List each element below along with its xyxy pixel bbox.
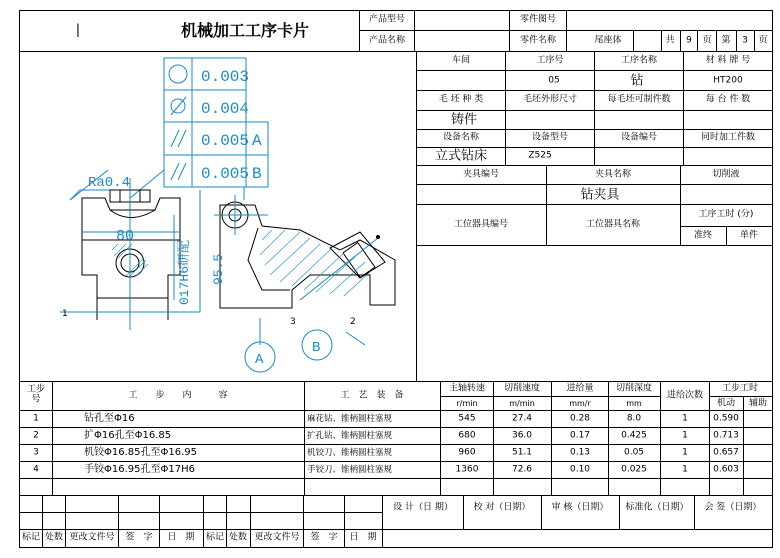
step-content: 机铰Φ16.85孔至Φ16.95 <box>84 447 197 458</box>
step-passes: 1 <box>682 430 688 441</box>
op-name-label: 工序名称 <box>620 55 658 66</box>
page-unit-2: 页 <box>758 35 768 46</box>
machine-time-header: 机动 <box>716 398 736 409</box>
step-time-header: 工步工时 <box>721 383 759 394</box>
op-name: 钻 <box>630 73 644 89</box>
step-cut-speed: 27.4 <box>511 413 533 424</box>
step-no: 2 <box>33 430 39 441</box>
total-label: 共 <box>665 35 675 46</box>
footer-count: 处数 <box>44 532 64 543</box>
footer-change-doc-2: 更改文件号 <box>254 532 300 543</box>
review-signoff: 审 核（日期） <box>551 502 609 513</box>
op-no-label: 工序号 <box>536 55 564 66</box>
page-unit: 页 <box>702 35 712 46</box>
unit-time-label: 单件 <box>739 230 759 241</box>
feed-header: 进给量 <box>566 383 594 394</box>
step-depth: 8.0 <box>626 413 642 424</box>
step-machine-time: 0.603 <box>713 464 739 475</box>
step-machine-time: 0.713 <box>713 430 739 441</box>
datum-a-label: A <box>255 352 264 368</box>
step-speed: 545 <box>458 413 476 424</box>
logo-mark: | <box>75 22 81 38</box>
datum-ref-a: A <box>252 132 262 150</box>
simul-label: 同时加工件数 <box>700 132 756 143</box>
step-feed: 0.28 <box>569 413 591 424</box>
page-no: 3 <box>742 35 748 46</box>
op-no: 05 <box>548 75 560 86</box>
op-time-label: 工序工时 (分) <box>698 209 754 220</box>
equip-name: 立式钻床 <box>434 148 488 164</box>
equipment-header: 工 艺 装 备 <box>340 390 404 401</box>
front-view <box>82 190 180 320</box>
step-cut-speed: 51.1 <box>511 447 533 458</box>
step-passes: 1 <box>682 464 688 475</box>
card-title: 机械加工工序卡片 <box>180 21 310 40</box>
aux-time-header: 辅助 <box>748 398 768 409</box>
total-pages: 9 <box>686 35 692 46</box>
step-cut-speed: 72.6 <box>511 464 533 475</box>
footer-count-2: 处数 <box>228 532 248 543</box>
design-signoff: 设 计（日 期） <box>393 502 453 513</box>
product-model-label: 产品型号 <box>368 14 406 25</box>
standard-signoff: 标准化（日期） <box>625 502 689 513</box>
parallel-icon <box>171 130 186 147</box>
tolerance-value-3: 0.005 <box>201 132 250 150</box>
feed-unit: mm/r <box>569 399 591 408</box>
material: HT200 <box>713 75 743 86</box>
step-no: 1 <box>33 413 39 424</box>
step-depth: 0.05 <box>623 447 645 458</box>
station-name-label: 工位器具名称 <box>585 219 641 230</box>
coolant-label: 切削液 <box>712 169 740 180</box>
mark-1: 1 <box>62 309 68 319</box>
blank-type-label: 毛 坯 种 类 <box>438 94 484 105</box>
step-content: 手铰Φ16.95孔至Φ17H6 <box>84 464 195 475</box>
equip-name-label: 设备名称 <box>442 132 480 143</box>
dim-height: 95.5 <box>211 253 226 285</box>
equip-no-label: 设备编号 <box>620 132 658 143</box>
fixture-name: 钻夹具 <box>580 187 620 203</box>
depth-header: 切削深度 <box>615 383 653 394</box>
step-feed: 0.13 <box>569 447 591 458</box>
step-equipment: 扩孔钻、锥柄圆柱塞规 <box>307 430 393 441</box>
blank-type: 铸件 <box>450 112 478 128</box>
step-speed: 960 <box>458 447 476 458</box>
fixture-name-label: 夹具名称 <box>594 169 632 180</box>
side-view <box>220 202 395 308</box>
countersign-signoff: 会 签（日期） <box>704 502 762 513</box>
part-name-label: 零件名称 <box>519 35 557 46</box>
material-label: 材 料 牌 号 <box>705 55 751 66</box>
equip-model-label: 设备型号 <box>531 132 569 143</box>
step-cut-speed: 36.0 <box>511 430 533 441</box>
footer-date-2: 日 期 <box>349 532 377 543</box>
step-speed: 680 <box>458 430 476 441</box>
bore-note: 017H6研配 <box>177 239 192 305</box>
equip-model: Z525 <box>528 150 552 161</box>
tolerance-value-1: 0.003 <box>201 68 250 86</box>
proof-signoff: 校 对（日期） <box>473 502 531 513</box>
passes-header: 进给次数 <box>666 390 704 401</box>
step-content: 钻孔至Φ16 <box>84 413 135 424</box>
tolerance-value-2: 0.004 <box>201 100 250 118</box>
step-machine-time: 0.590 <box>713 413 739 424</box>
roughness-label: Ra0.4 <box>88 175 131 191</box>
depth-unit: mm <box>626 399 642 408</box>
footer-mark: 标记 <box>21 532 41 543</box>
step-speed: 1360 <box>455 464 479 475</box>
pieces-per-unit-label: 每 台 件 数 <box>705 94 751 105</box>
parallel-icon <box>171 163 186 180</box>
dim-width: 80 <box>116 228 135 245</box>
step-equipment: 机铰刀、锥柄圆柱塞规 <box>307 447 393 458</box>
circularity-icon <box>169 65 187 83</box>
step-depth: 0.425 <box>621 430 647 441</box>
step-passes: 1 <box>682 413 688 424</box>
blank-size-label: 毛坯外形尺寸 <box>522 94 578 105</box>
step-no-header: 工步号 <box>26 384 45 405</box>
station-no-label: 工位器具编号 <box>453 219 509 230</box>
step-content: 扩Φ16孔至Φ16.85 <box>84 430 172 441</box>
step-machine-time: 0.657 <box>713 447 739 458</box>
step-no: 3 <box>33 447 39 458</box>
step-passes: 1 <box>682 447 688 458</box>
tolerance-value-4: 0.005 <box>201 165 250 183</box>
prep-label: 准终 <box>693 230 713 241</box>
cut-speed-unit: m/min <box>509 399 535 408</box>
speed-header: 主轴转速 <box>448 383 486 394</box>
mark-3: 3 <box>290 317 296 327</box>
step-no: 4 <box>33 464 39 475</box>
step-equipment: 麻花钻、锥柄圆柱塞规 <box>307 413 393 424</box>
step-depth: 0.025 <box>621 464 647 475</box>
product-name-label: 产品名称 <box>368 35 406 46</box>
footer-sign: 签 字 <box>125 532 153 543</box>
part-name: 尾座体 <box>594 35 622 46</box>
footer-sign-2: 签 字 <box>310 532 338 543</box>
workshop-label: 车间 <box>451 55 471 66</box>
content-header: 工 步 内 容 <box>128 390 228 401</box>
cut-speed-header: 切削速度 <box>503 383 541 394</box>
cylindricity-icon <box>171 97 186 115</box>
pieces-per-blank-label: 每毛坯可制件数 <box>607 94 671 105</box>
step-feed: 0.17 <box>569 430 591 441</box>
fixture-no-label: 夹具编号 <box>462 169 500 180</box>
step-feed: 0.10 <box>569 464 591 475</box>
datum-ref-b: B <box>252 165 262 183</box>
speed-unit: r/min <box>456 399 478 408</box>
step-equipment: 手铰刀、锥柄圆柱塞规 <box>307 464 393 475</box>
page-label: 第 <box>721 35 731 46</box>
footer-mark-2: 标记 <box>205 532 225 543</box>
mark-2: 2 <box>350 317 356 327</box>
datum-b-label: B <box>312 340 321 356</box>
part-drawing-no-label: 零件图号 <box>519 14 557 25</box>
footer-change-doc: 更改文件号 <box>69 532 115 543</box>
footer-date: 日 期 <box>167 532 195 543</box>
